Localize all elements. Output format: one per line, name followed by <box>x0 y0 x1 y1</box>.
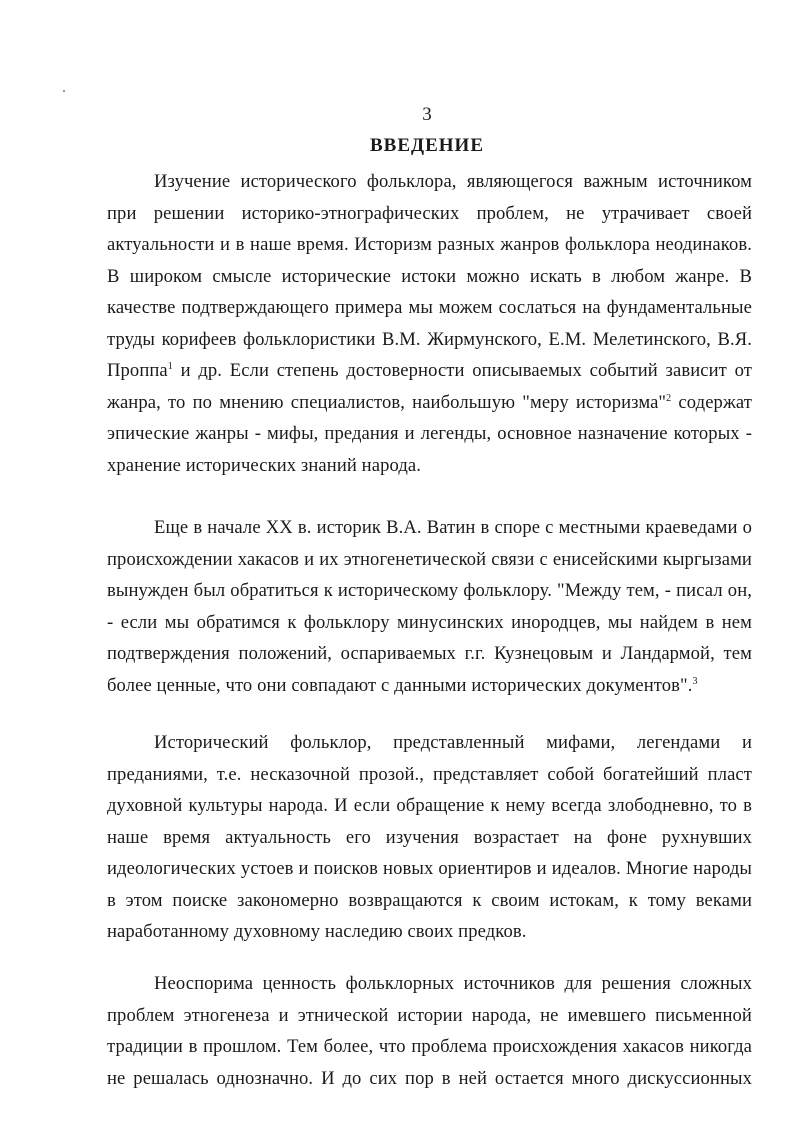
paragraph-1-part-c: содержат эпические жанры - мифы, предания и легенды, основное назначение которых - хранение исторических знаний народа. <box>107 391 752 476</box>
footnote-ref-3: 3 <box>692 675 698 687</box>
scan-speck <box>63 90 65 92</box>
section-heading: ВВЕДЕНИЕ <box>370 135 484 156</box>
paragraph-2-text: Еще в начале XX в. историк В.А. Ватин в споре с местными краеведами о происхождении хакасов и их этногенетической связи с енисейскими кыргызами вынужден был обратиться к историческому фольклору. "Между тем, - писал он, - если мы обратимся к фольклору минусинских инородцев, мы найдем в нем подтверждения положений, оспариваемых г.г. Кузнецовым и Ландармой, тем более ценные, что они совпадают с данными исторических документов". <box>107 517 752 696</box>
paragraph-3 <box>107 727 752 948</box>
footnote-ref-1: 1 <box>167 360 173 372</box>
footnote-ref-2: 2 <box>666 392 672 404</box>
paragraph-2 <box>107 512 752 701</box>
paragraph-3-text: Исторический фольклор, представленный мифами, легендами и преданиями, т.е. несказочной прозой., представляет собой богатейший пласт духовной культуры народа. И если обращение к нему всегда злободневно, то в наше время актуальность его изучения возрастает на фоне рухнувших идеологических устоев и поисков новых ориентиров и идеалов. Многие народы в этом поиске закономерно возвращаются к своим истокам, к тому веками наработанному духовному наследию своих предков. <box>107 732 752 942</box>
paragraph-4 <box>107 968 752 1094</box>
paragraph-1-part-a: Изучение исторического фольклора, являющегося важным источником при решении историко-этнографических проблем, не утрачивает своей актуальности и в наше время. Историзм разных жанров фольклора неодинаков. В широком смысле исторические истоки можно искать в любом жанре. В качестве подтверждающего примера мы можем сослаться на фундаментальные труды корифеев фольклористики В.М. Жирмунского, Е.М. Мелетинского, В.Я. Проппа <box>107 171 752 381</box>
paragraph-4-text: Неоспорима ценность фольклорных источников для решения сложных проблем этногенеза и этнической истории народа, не имевшего письменной традиции в прошлом. Тем более, что проблема происхождения хакасов никогда не решалась однозначно. И до сих пор в ней остается много дискуссионных <box>107 973 752 1089</box>
paragraph-1-part-b: и др. Если степень достоверности описываемых событий зависит от жанра, то по мнению специалистов, наибольшую "меру историзма" <box>107 360 752 413</box>
page-number: 3 <box>422 104 432 125</box>
paragraph-1 <box>107 166 752 481</box>
